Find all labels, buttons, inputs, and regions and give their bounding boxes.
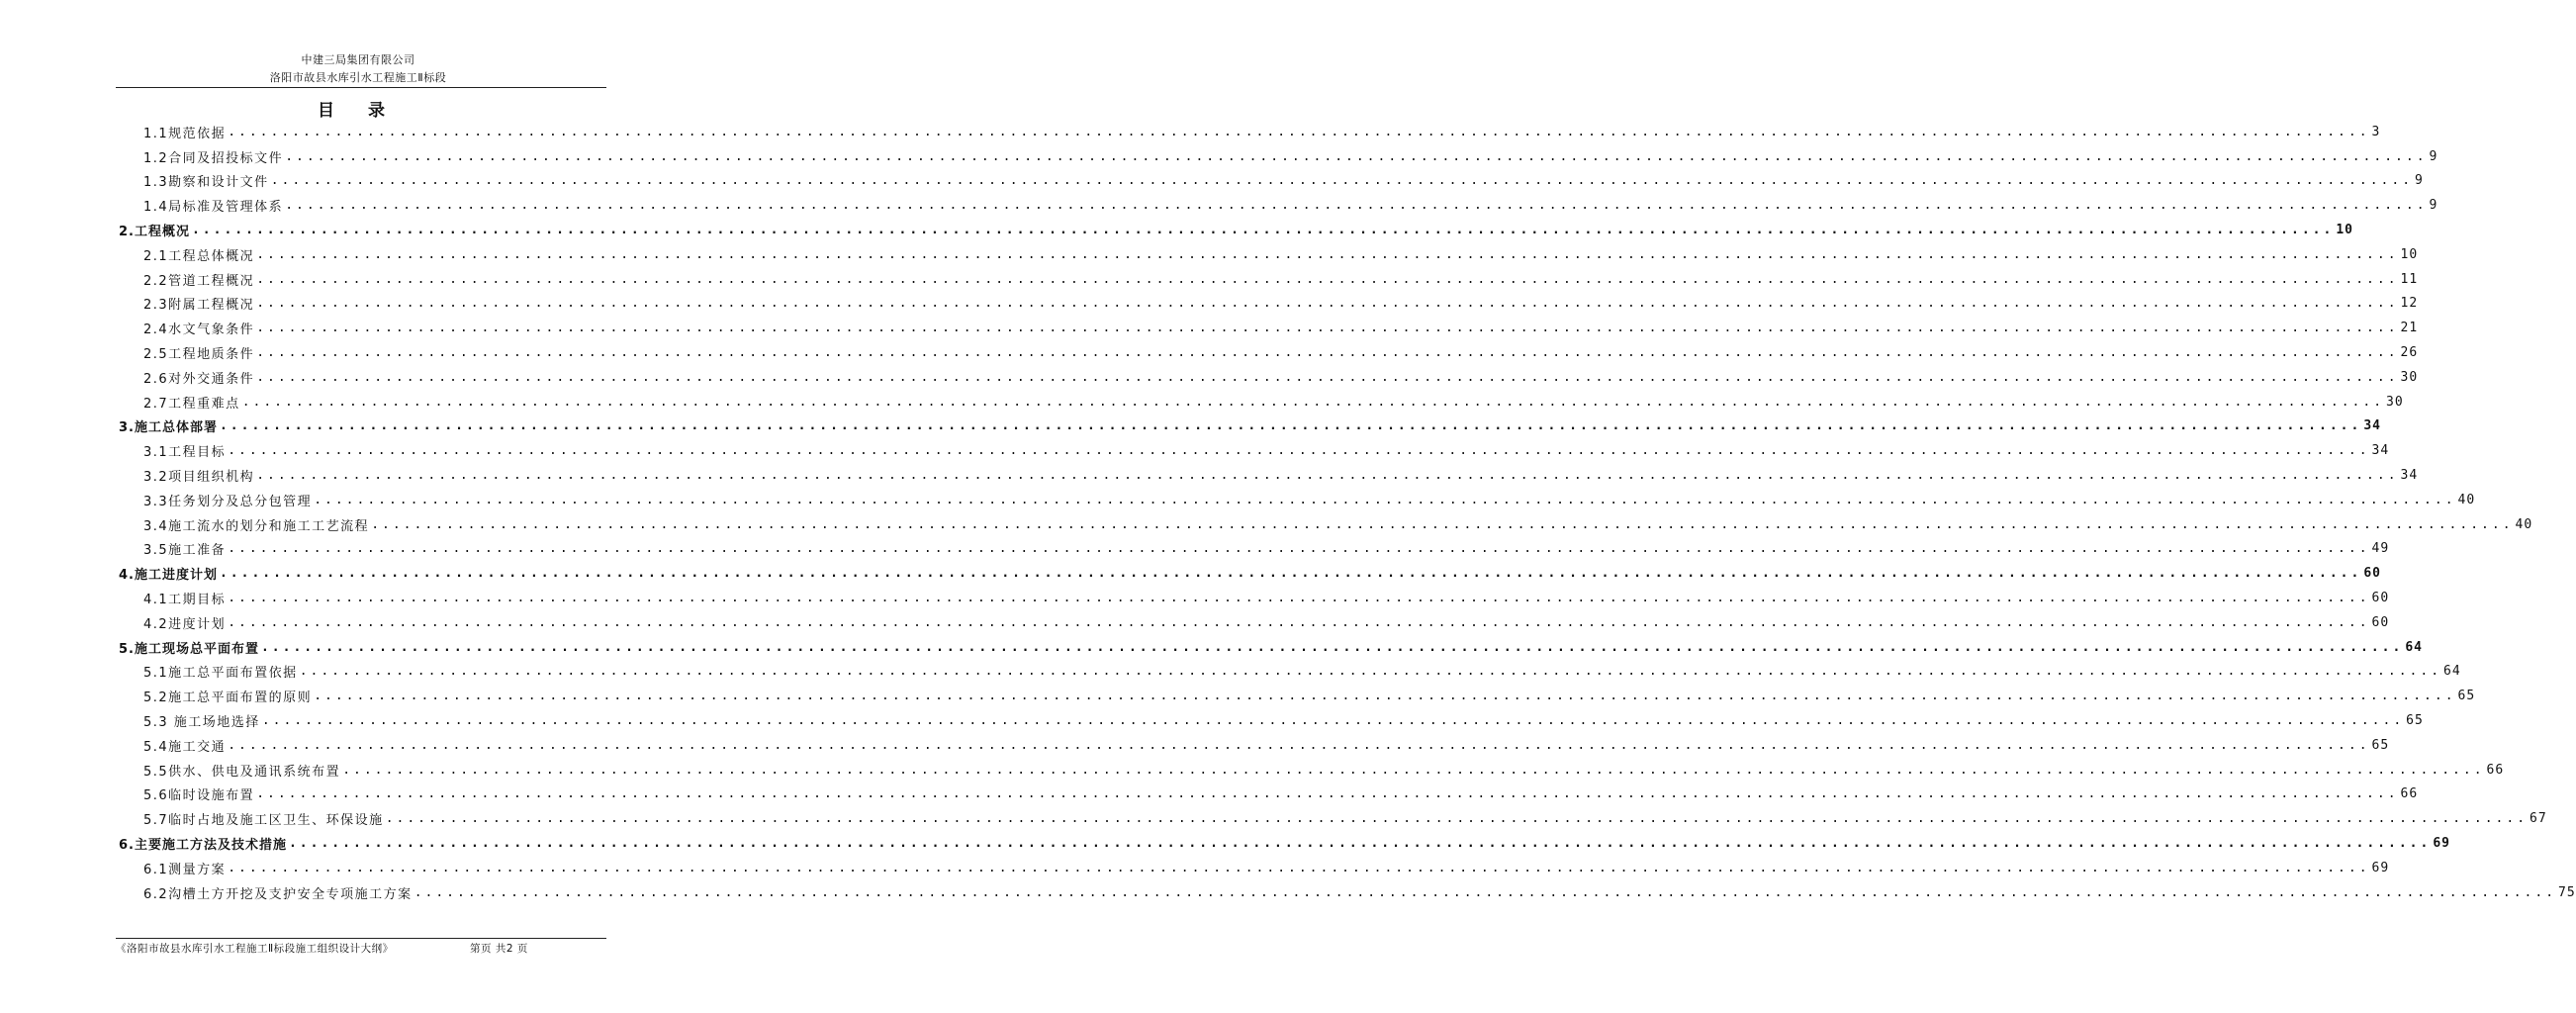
toc-page-number: 40 <box>2515 516 2533 532</box>
toc-page-number: 34 <box>2371 443 2390 459</box>
toc-dot-leader: ........................................................................................................................................................................................................ <box>241 394 2385 410</box>
toc-page-number: 49 <box>2371 541 2390 557</box>
toc-dot-leader: ........................................................................................................................................................................................................ <box>285 198 2428 214</box>
toc-entry-label: 3.3任务划分及总分包管理 <box>143 494 313 509</box>
toc-page-number: 60 <box>2371 591 2390 606</box>
toc-section-row[interactable] <box>0 512 2533 537</box>
toc-page-number: 30 <box>2386 394 2404 410</box>
toc-entry-label: 5.1施工总平面布置依据 <box>143 666 298 682</box>
toc-entry-label: 5.5供水、供电及通讯系统布置 <box>143 764 341 780</box>
toc-dot-leader: ........................................................................................................................................................................................................ <box>228 614 2370 630</box>
toc-entry-label: 2.2管道工程概况 <box>143 273 255 289</box>
toc-chapter-row[interactable] <box>0 218 2353 242</box>
toc-dot-leader: ........................................................................................................................................................................................................ <box>314 492 2456 507</box>
toc-dot-leader: ........................................................................................................................................................................................................ <box>228 443 2370 459</box>
toc-page-number: 34 <box>2400 468 2419 484</box>
toc-page-number: 65 <box>2371 737 2390 753</box>
toc-page-number: 12 <box>2400 296 2419 312</box>
toc-dot-leader: ........................................................................................................................................................................................................ <box>270 173 2414 189</box>
toc-page-number: 65 <box>2406 713 2424 729</box>
toc-dot-leader: ........................................................................................................................................................................................................ <box>219 418 2362 434</box>
toc-section-row[interactable] <box>0 267 2419 292</box>
toc-entry-label: 6.主要施工方法及技术措施 <box>119 838 287 854</box>
toc-dot-leader: ........................................................................................................................................................................................................ <box>371 516 2514 532</box>
toc-page-number: 3 <box>2371 124 2381 139</box>
toc-page-number: 60 <box>2371 614 2390 630</box>
toc-section-row[interactable] <box>0 390 2404 414</box>
toc-entry-label: 5.7临时占地及施工区卫生、环保设施 <box>143 813 384 829</box>
toc-dot-leader: ........................................................................................................................................................................................................ <box>314 689 2456 704</box>
toc-dot-leader: ........................................................................................................................................................................................................ <box>288 836 2432 852</box>
toc-dot-leader: ........................................................................................................................................................................................................ <box>385 811 2529 827</box>
toc-entry-label: 2.1工程总体概况 <box>143 248 255 264</box>
toc-section-row[interactable] <box>0 340 2419 365</box>
toc-entry-label: 4.施工进度计划 <box>119 568 218 584</box>
toc-entry-label: 1.2合同及招投标文件 <box>143 150 284 166</box>
toc-entry-label: 3.5施工准备 <box>143 543 227 559</box>
toc-dot-leader: ........................................................................................................................................................................................................ <box>228 737 2370 753</box>
toc-dot-leader: ........................................................................................................................................................................................................ <box>228 541 2370 557</box>
toc-entry-label: 5.6临时设施布置 <box>143 788 255 804</box>
toc-chapter-row[interactable] <box>0 414 2381 439</box>
toc-page-number: 10 <box>2336 223 2353 238</box>
toc-page-number: 67 <box>2530 811 2547 827</box>
toc-page-number: 11 <box>2400 271 2419 287</box>
toc-dot-leader: ........................................................................................................................................................................................................ <box>414 884 2557 900</box>
header-project: 洛阳市故县水库引水工程施工Ⅱ标段 <box>269 71 447 84</box>
toc-section-row[interactable] <box>0 242 2419 267</box>
toc-section-row[interactable] <box>0 292 2419 317</box>
toc-entry-label: 5.施工现场总平面布置 <box>119 641 259 657</box>
header-rule <box>116 87 606 88</box>
toc-section-row[interactable] <box>0 708 2424 733</box>
toc-section-row[interactable] <box>0 488 2476 512</box>
toc-section-row[interactable] <box>0 463 2419 488</box>
toc-dot-leader: ........................................................................................................................................................................................................ <box>256 271 2399 287</box>
toc-entry-label: 2.7工程重难点 <box>143 396 240 412</box>
toc-entry-label: 5.2施工总平面布置的原则 <box>143 691 313 706</box>
toc-entry-label: 4.2进度计划 <box>143 616 227 632</box>
toc-dot-leader: ........................................................................................................................................................................................................ <box>228 124 2370 139</box>
toc-entry-label: 5.3 施工场地选择 <box>143 715 260 731</box>
toc-page-number: 64 <box>2405 639 2423 655</box>
toc-page-number: 10 <box>2400 246 2419 262</box>
toc-dot-leader: ........................................................................................................................................................................................................ <box>256 786 2399 802</box>
toc-section-row[interactable] <box>0 733 2390 758</box>
toc-entry-label: 3.4施工流水的划分和施工工艺流程 <box>143 518 370 534</box>
toc-section-row[interactable] <box>0 193 2438 218</box>
toc-entry-label: 6.2沟槽土方开挖及支护安全专项施工方案 <box>143 886 413 902</box>
toc-dot-leader: ........................................................................................................................................................................................................ <box>260 639 2404 655</box>
toc-entry-label: 5.4施工交通 <box>143 739 227 755</box>
toc-section-row[interactable] <box>0 438 2390 463</box>
toc-section-row[interactable] <box>0 537 2390 562</box>
toc-section-row[interactable] <box>0 880 2576 905</box>
toc-page-number: 9 <box>2415 173 2424 189</box>
toc-page-number: 75 <box>2558 884 2576 900</box>
toc-page-number: 66 <box>2486 762 2505 778</box>
toc-dot-leader: ........................................................................................................................................................................................................ <box>228 860 2370 875</box>
header-company: 中建三局集团有限公司 <box>301 53 415 66</box>
toc-section-row[interactable] <box>0 758 2505 783</box>
toc-dot-leader: ........................................................................................................................................................................................................ <box>256 369 2399 385</box>
toc-page-number: 9 <box>2429 148 2438 164</box>
toc-chapter-row[interactable] <box>0 635 2423 660</box>
toc-dot-leader: ........................................................................................................................................................................................................ <box>342 762 2485 778</box>
toc-page-number: 40 <box>2457 492 2476 507</box>
toc-page-number: 34 <box>2363 418 2381 434</box>
toc-entry-label: 4.1工期目标 <box>143 593 227 608</box>
toc-section-row[interactable] <box>0 120 2381 144</box>
toc-dot-leader: ........................................................................................................................................................................................................ <box>256 246 2399 262</box>
toc-dot-leader: ........................................................................................................................................................................................................ <box>261 713 2405 729</box>
toc-entry-label: 3.1工程目标 <box>143 445 227 461</box>
toc-entry-label: 2.工程概况 <box>119 225 190 240</box>
toc-entry-label: 6.1测量方案 <box>143 862 227 877</box>
toc-chapter-row[interactable] <box>0 831 2450 856</box>
toc-entry-label: 2.3附属工程概况 <box>143 298 255 314</box>
toc-section-row[interactable] <box>0 856 2390 880</box>
toc-section-row[interactable] <box>0 610 2390 635</box>
toc-entry-label: 2.5工程地质条件 <box>143 347 255 363</box>
toc-entry-label: 1.3勘察和设计文件 <box>143 175 269 191</box>
toc-dot-leader: ........................................................................................................................................................................................................ <box>299 664 2442 680</box>
toc-section-row[interactable] <box>0 806 2547 831</box>
toc-page-number: 65 <box>2457 689 2476 704</box>
toc-page-number: 69 <box>2433 836 2450 852</box>
toc-entry-label: 3.施工总体部署 <box>119 420 218 436</box>
toc-page-number: 9 <box>2429 198 2438 214</box>
toc-page-number: 26 <box>2400 345 2419 361</box>
toc-dot-leader: ........................................................................................................................................................................................................ <box>191 223 2335 238</box>
footer-doc-title: 《洛阳市故县水库引水工程施工Ⅱ标段施工组织设计大纲》 <box>116 943 394 955</box>
toc-section-row[interactable] <box>0 365 2419 390</box>
toc-entry-label: 2.4水文气象条件 <box>143 322 255 338</box>
toc-entry-label: 1.4局标准及管理体系 <box>143 200 284 216</box>
toc-dot-leader: ........................................................................................................................................................................................................ <box>256 468 2399 484</box>
toc-page-number: 30 <box>2400 369 2419 385</box>
toc-section-row[interactable] <box>0 783 2419 807</box>
toc-title: 目 录 <box>318 101 399 121</box>
toc-dot-leader: ........................................................................................................................................................................................................ <box>256 296 2399 312</box>
toc-section-row[interactable] <box>0 684 2476 708</box>
toc-dot-leader: ........................................................................................................................................................................................................ <box>228 591 2370 606</box>
toc-dot-leader: ........................................................................................................................................................................................................ <box>256 345 2399 361</box>
toc-entry-label: 3.2项目组织机构 <box>143 470 255 486</box>
footer-page-info: 第页 共2 页 <box>470 943 528 955</box>
toc-entry-label: 1.1规范依据 <box>143 126 227 141</box>
footer-rule <box>116 938 606 939</box>
toc-section-row[interactable] <box>0 660 2461 685</box>
toc-section-row[interactable] <box>0 586 2390 610</box>
toc-entry-label: 2.6对外交通条件 <box>143 371 255 387</box>
toc-section-row[interactable] <box>0 169 2424 194</box>
toc-dot-leader: ........................................................................................................................................................................................................ <box>219 566 2362 582</box>
toc-dot-leader: ........................................................................................................................................................................................................ <box>256 321 2399 336</box>
toc-page-number: 21 <box>2400 321 2419 336</box>
toc-page-number: 66 <box>2400 786 2419 802</box>
toc-section-row[interactable] <box>0 316 2419 340</box>
toc-page-number: 60 <box>2363 566 2381 582</box>
toc-dot-leader: ........................................................................................................................................................................................................ <box>285 148 2428 164</box>
toc-page-number: 69 <box>2371 860 2390 875</box>
toc-section-row[interactable] <box>0 144 2438 169</box>
toc-chapter-row[interactable] <box>0 561 2381 586</box>
toc-page-number: 64 <box>2443 664 2461 680</box>
